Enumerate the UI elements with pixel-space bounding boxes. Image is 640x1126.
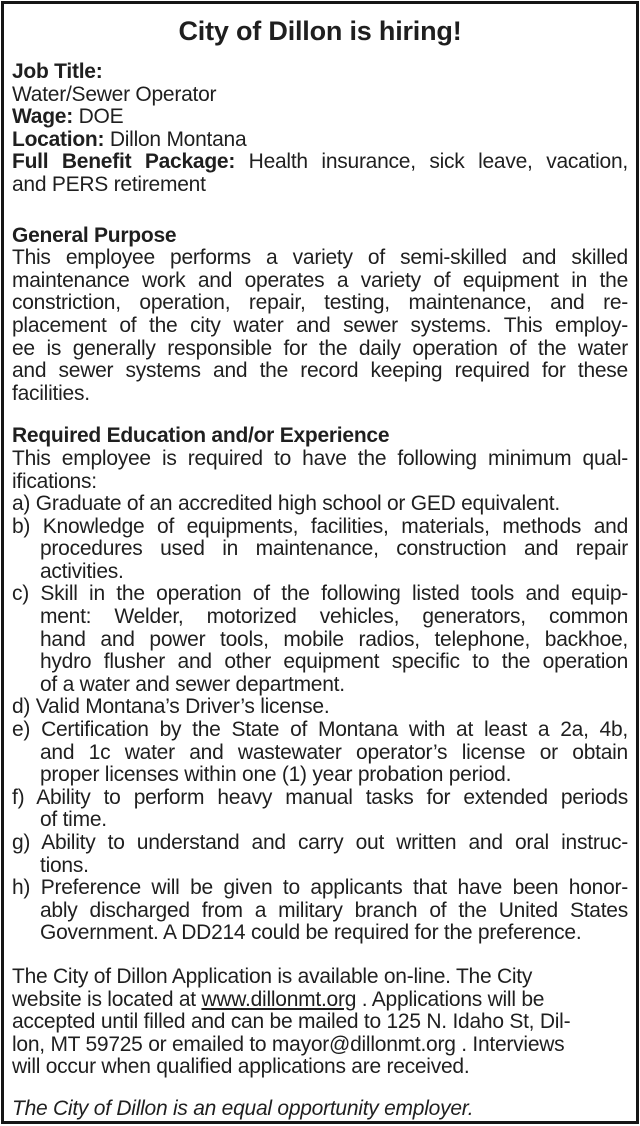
list-item-line [12,787,628,810]
job-summary [12,61,628,197]
text-span: placement of the city water and sewer systems. This employ- [12,314,628,337]
text-span: of a water and sewer department. [40,672,345,696]
list-item-line [12,719,628,742]
list-item-line [12,922,628,945]
section-heading: Required Education and/or Experience [12,424,390,448]
eeo-statement: The City of Dillon is an equal opportunity employer. [12,1096,474,1120]
ad-title: City of Dillon is hiring! [178,16,462,46]
list-item-line [12,629,628,652]
list-marker: b) [12,515,43,538]
paragraph-line [12,360,628,383]
text-span: Preference will be given to applicants that have been honor- [40,877,628,900]
sections [12,225,628,945]
text-span: Government. A DD214 could be required for the preference. [40,921,582,945]
text-span: procedures used in maintenance, construction and repair [40,538,628,561]
field-label: Location: [12,127,105,151]
job-field-line [12,106,628,129]
list-item-line [12,583,628,606]
application-line [12,1056,628,1079]
list-item-line [12,516,628,539]
text-span: Health insurance, sick leave, vacation, [235,151,628,174]
list-marker: e) [12,719,42,742]
text-span: Water/Sewer Operator [12,82,217,106]
text-span: hand and power tools, mobile radios, telephone, backhoe, [40,628,628,651]
text-span: Knowledge of equipments, facilities, materials, methods and [42,515,628,538]
text-span: and PERS retirement [12,172,206,196]
text-span: proper licenses within one (1) year probation period. [40,763,512,787]
text-span: maintenance work and operates a variety of equipment in the [12,269,628,292]
list-item-line [12,538,628,561]
job-field-line [12,174,628,197]
list-item-line [12,606,628,629]
text-span: Graduate of an accredited high school or GED equivalent. [35,492,560,516]
list-item-line [12,742,628,765]
list-item-line [12,696,628,719]
text-span: will occur when qualified applications are received. [12,1055,470,1079]
text-span: constriction, operation, repair, testing, maintenance, and re- [12,292,628,315]
text-span: website is located at [12,987,202,1011]
text-span: lon, MT 59725 or emailed to mayor@dillonmt.org . Interviews [12,1032,565,1056]
text-span: ably discharged from a military branch of the United States [40,899,628,922]
field-label: Wage: [12,105,73,129]
text-span: Certification by the State of Montana with at least a 2a, 4b, [41,719,628,742]
paragraph-line [12,247,628,270]
application-line [12,1011,628,1034]
application-line [12,1034,628,1057]
paragraph-line [12,448,628,471]
text-span: accepted until filled and can be mailed to 125 N. Idaho St, Dil- [12,1010,571,1034]
text-span: and 1c water and wastewater operator’s license or obtain [40,741,628,764]
list-item-line [12,855,628,878]
list-item-line [12,651,628,674]
application-line [12,989,628,1012]
paragraph-line [12,292,628,315]
paragraph-line [12,270,628,293]
list-item-line [12,877,628,900]
paragraph-line [12,471,628,494]
list-item-line [12,493,628,516]
text-span: . Applications will be [356,987,545,1011]
section-heading: General Purpose [12,223,177,247]
section-general-purpose [12,225,628,406]
list-marker: d) [12,695,36,719]
list-marker: h) [12,877,41,900]
list-item-line [12,674,628,697]
job-field-line [12,61,628,84]
text-span: tions. [40,853,89,877]
job-field-line [12,84,628,107]
paragraph-line [12,338,628,361]
list-item-line [12,764,628,787]
text-span: and sewer systems and the record keeping required for these [12,360,628,383]
text-span: This employee is required to have the following minimum qual- [12,447,628,470]
text-span: Ability to perform heavy manual tasks for extended periods [36,786,628,809]
job-field-line [12,151,628,174]
text-span: The City of Dillon Application is available on-line. The City [12,964,533,988]
text-span: ment: Welder, motorized vehicles, generators, common [40,606,628,629]
list-marker: g) [12,832,42,854]
text-span: activities. [40,559,124,583]
field-label: Full Benefit Package: [12,151,236,174]
text-span: ifications: [12,469,97,493]
paragraph-line [12,383,628,406]
list-marker: c) [12,583,41,606]
text-span: Dillon Montana [104,127,247,151]
text-span: DOE [72,105,124,129]
list-marker: a) [12,492,36,516]
application-line [12,966,628,989]
text-span: ee is generally responsible for the daily operation of the water [12,337,628,360]
section-required-education-experience [12,425,628,945]
text-span: This employee performs a variety of semi-skilled and skilled [12,247,628,270]
text-span: of time. [40,808,107,832]
list-item-line [12,561,628,584]
list-marker: f) [12,786,37,809]
list-item-line [12,900,628,923]
list-item-line [12,832,628,855]
text-span: Valid Montana’s Driver’s license. [35,695,330,719]
job-ad [1,1,639,1124]
job-field-line [12,129,628,152]
website-link[interactable]: www.dillonmt.org [201,987,357,1011]
field-label: Job Title: [12,60,103,83]
text-span: Skill in the operation of the following listed tools and equip- [40,583,628,606]
list-item-line [12,809,628,832]
text-span: hydro flusher and other equipment specific to the operation [40,651,628,674]
paragraph-line [12,315,628,338]
application-info [12,966,628,1079]
text-span: facilities. [12,381,90,405]
text-span: Ability to understand and carry out written and oral instruc- [41,832,628,854]
